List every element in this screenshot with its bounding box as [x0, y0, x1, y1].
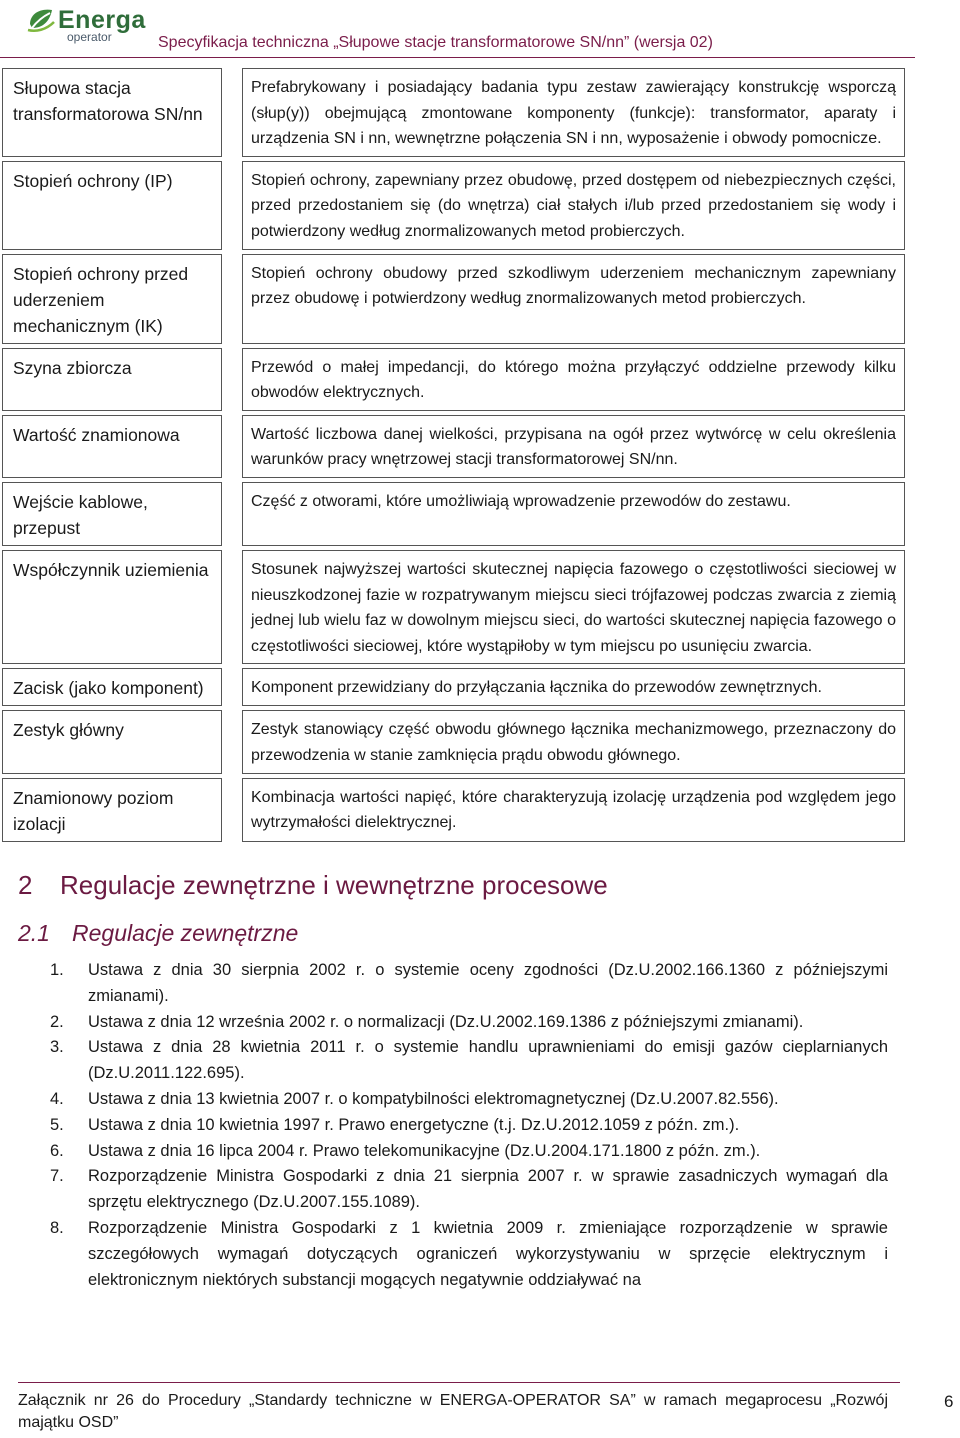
glossary-term: Zestyk główny: [2, 710, 222, 773]
list-item-number: 4.: [50, 1089, 64, 1108]
section-title: Regulacje zewnętrzne i wewnętrzne procesowe: [60, 870, 608, 900]
glossary-row: [2, 778, 905, 842]
glossary-gap: [222, 254, 242, 344]
glossary-row: [2, 161, 905, 250]
glossary-definition: Zestyk stanowiący część obwodu głównego łącznika mechanizmowego, przeznaczony do przewodzenia w stanie zamknięcia prądu obwodu głównego.: [242, 710, 905, 773]
page-header: [0, 0, 960, 66]
list-item: [50, 958, 888, 1010]
list-item-text: Ustawa z dnia 12 września 2002 r. o normalizacji (Dz.U.2002.169.1386 z późniejszymi zmianami).: [88, 1012, 804, 1031]
glossary-row: [2, 415, 905, 478]
energa-logo: [26, 4, 176, 44]
glossary-gap: [222, 348, 242, 411]
glossary-gap: [222, 482, 242, 546]
glossary-row: [2, 254, 905, 344]
list-item-text: Rozporządzenie Ministra Gospodarki z dnia 21 sierpnia 2007 r. w sprawie zasadniczych wymagań dla sprzętu elektrycznego (Dz.U.2007.155.1089).: [88, 1167, 888, 1212]
glossary-gap: [222, 778, 242, 842]
list-item-number: 8.: [50, 1218, 64, 1237]
list-item: [50, 1010, 888, 1036]
section-number: 2: [18, 870, 33, 900]
list-item-number: 1.: [50, 961, 64, 979]
glossary-gap: [222, 668, 242, 706]
list-item: [50, 1164, 888, 1216]
references-list: [50, 958, 888, 1293]
glossary-term: Stopień ochrony przed uderzeniem mechanicznym (IK): [2, 254, 222, 344]
subsection-title: Regulacje zewnętrzne: [72, 920, 299, 946]
glossary-gap: [222, 68, 242, 157]
logo-name: Energa: [58, 6, 146, 34]
glossary-definition: Stosunek najwyższej wartości skutecznej napięcia fazowego o częstotliwości sieciowej w nieuszkodzonej fazie w rozpatrywanym miejscu sieci trójfazowej podczas zwarcia z ziemią jednej lub wielu faz w dowolnym miejscu sieci, do wartości skutecznej napięcia fazowego o częstotliwości sieciowej, które wystąpiłoby w tym miejscu po usunięciu zwarcia.: [242, 550, 905, 664]
document-title: Specyfikacja techniczna „Słupowe stacje transformatorowe SN/nn” (wersja 02): [158, 34, 713, 51]
glossary-row: [2, 550, 905, 664]
list-item: [50, 1113, 888, 1139]
glossary-gap: [222, 415, 242, 478]
header-divider: [0, 57, 915, 58]
glossary-definition: Część z otworami, które umożliwiają wprowadzenie przewodów do zestawu.: [242, 482, 905, 546]
list-item-text: Ustawa z dnia 28 kwietnia 2011 r. o systemie handlu uprawnieniami do emisji gazów cieplarnianych (Dz.U.2011.122.695).: [88, 1038, 888, 1083]
list-item-number: 6.: [50, 1141, 64, 1160]
glossary-gap: [222, 710, 242, 773]
footer-text: Załącznik nr 26 do Procedury „Standardy techniczne w ENERGA-OPERATOR SA” w ramach megaprocesu „Rozwój majątku OSD”: [18, 1392, 888, 1431]
page-number: 6: [944, 1392, 954, 1411]
glossary-definition: Stopień ochrony obudowy przed szkodliwym uderzeniem mechanicznym zapewniany przez obudowę i potwierdzony według znormalizowanych metod probierczych.: [242, 254, 905, 344]
list-item: [50, 1087, 888, 1113]
glossary-term: Wejście kablowe, przepust: [2, 482, 222, 546]
list-item-number: 2.: [50, 1012, 64, 1031]
glossary-gap: [222, 550, 242, 664]
glossary-definition: Przewód o małej impedancji, do którego można przyłączyć oddzielne przewody kilku obwodów elektrycznych.: [242, 348, 905, 411]
glossary-term: Znamionowy poziom izolacji: [2, 778, 222, 842]
glossary-term: Zacisk (jako komponent): [2, 668, 222, 706]
energa-leaf-icon: [26, 6, 56, 36]
glossary-definition: Stopień ochrony, zapewniany przez obudowę, przed dostępem od niebezpiecznych części, przed przedostaniem się (do wnętrza) ciał stałych i/lub przed przedostaniem się wody i potwierdzony według znormalizowanych metod probierczych.: [242, 161, 905, 250]
glossary-row: [2, 668, 905, 706]
glossary-table: [2, 64, 905, 846]
glossary-definition: Komponent przewidziany do przyłączania łącznika do przewodów zewnętrznych.: [242, 668, 905, 706]
glossary-row: [2, 68, 905, 157]
section-heading: [18, 870, 608, 901]
list-item-text: Rozporządzenie Ministra Gospodarki z 1 kwietnia 2009 r. zmieniające rozporządzenie w sprawie szczegółowych wymagań dotyczących ograniczeń wykorzystywaniu w sprzęcie elektrycznym i elektronicznym niektórych substancji mogących negatywnie oddziaływać na: [88, 1218, 888, 1289]
glossary-row: [2, 348, 905, 411]
list-item-number: 5.: [50, 1115, 64, 1134]
list-item-text: Ustawa z dnia 13 kwietnia 2007 r. o kompatybilności elektromagnetycznej (Dz.U.2007.82.556).: [88, 1089, 779, 1108]
glossary-definition: Prefabrykowany i posiadający badania typu zestaw zawierający konstrukcję wsporczą (słup(y)) obejmującą zmontowane komponenty (funkcje): transformator, aparaty i urządzenia SN i nn, wewnętrzne połączenia SN i nn, wyposażenie i obwody pomocnicze.: [242, 68, 905, 157]
list-item: [50, 1216, 888, 1293]
list-item-text: Ustawa z dnia 30 sierpnia 2002 r. o systemie oceny zgodności (Dz.U.2002.166.1360 z późniejszymi zmianami).: [88, 961, 888, 1005]
list-item: [50, 1139, 888, 1165]
glossary-term: Współczynnik uziemienia: [2, 550, 222, 664]
subsection-number: 2.1: [18, 920, 50, 946]
list-item-text: Ustawa z dnia 16 lipca 2004 r. Prawo telekomunikacyjne (Dz.U.2004.171.1800 z późn. zm.).: [88, 1141, 761, 1160]
glossary-definition: Kombinacja wartości napięć, które charakteryzują izolację urządzenia pod względem jego wytrzymałości dielektrycznej.: [242, 778, 905, 842]
glossary-term: Stopień ochrony (IP): [2, 161, 222, 250]
list-item-text: Ustawa z dnia 10 kwietnia 1997 r. Prawo energetyczne (t.j. Dz.U.2012.1059 z późn. zm.).: [88, 1115, 740, 1134]
glossary-term: Szyna zbiorcza: [2, 348, 222, 411]
list-item-number: 3.: [50, 1038, 64, 1057]
glossary-term: Słupowa stacja transformatorowa SN/nn: [2, 68, 222, 157]
list-item: [50, 1035, 888, 1087]
list-item-number: 7.: [50, 1167, 64, 1186]
glossary-row: [2, 710, 905, 773]
glossary-row: [2, 482, 905, 546]
footer-divider: [18, 1382, 900, 1383]
logo-subtitle: operator: [67, 30, 112, 44]
subsection-heading: [18, 920, 298, 947]
glossary-definition: Wartość liczbowa danej wielkości, przypisana na ogół przez wytwórcę w celu określenia warunków pracy wnętrzowej stacji transformatorowej SN/nn.: [242, 415, 905, 478]
glossary-gap: [222, 161, 242, 250]
glossary-term: Wartość znamionowa: [2, 415, 222, 478]
